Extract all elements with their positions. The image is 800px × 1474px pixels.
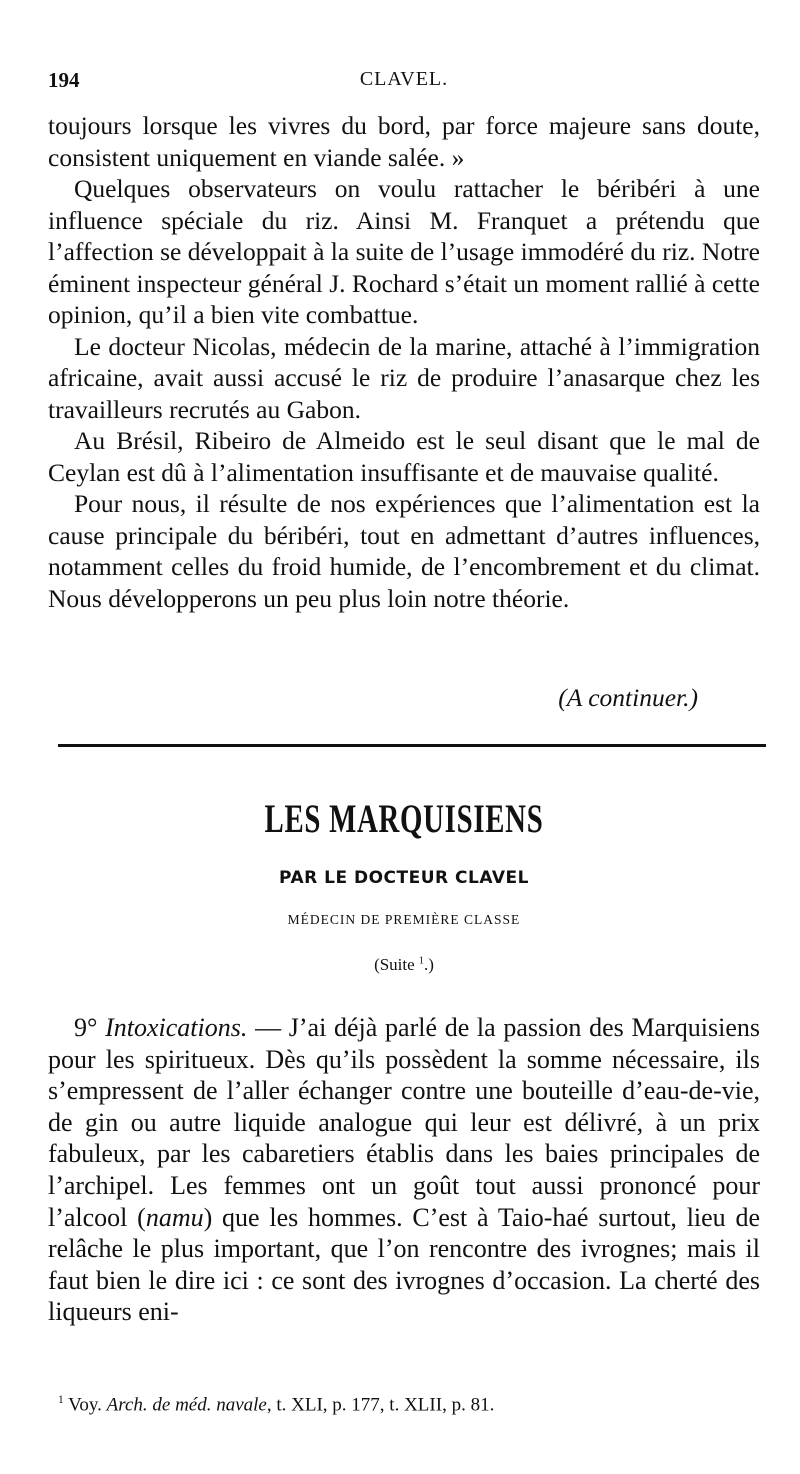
italic-term: namu	[145, 1202, 204, 1232]
footnote-mark: 1	[58, 1394, 64, 1406]
page-header	[48, 68, 760, 98]
paragraph: toujours lorsque les vivres du bord, par force majeure sans doute, consistent uniquement en viande salée. »	[48, 111, 760, 172]
paragraph: Pour nous, il résulte de nos expériences que l’alimentation est la cause principale du béribéri, tout en admettant d’autres influences, notamment celles du froid humide, de l’encombrement et du climat. Nous développerons un peu plus loin notre théorie.	[48, 489, 760, 613]
author-title: MÉDECIN DE PREMIÈRE CLASSE	[287, 912, 521, 927]
page-number: 194	[48, 68, 80, 92]
section-divider	[58, 744, 766, 747]
book-page	[48, 0, 760, 1474]
footnote: $^1$ Voy. Arch. de méd. navale, t. XLI, p. 177, t. XLII, p. 81.	[58, 1394, 495, 1416]
paragraph: Au Brésil, Ribeiro de Almeido est le seul disant que le mal de Ceylan est dû à l’alimentation insuffisante et de mauvaise qualité.	[48, 426, 760, 487]
journal-name: Arch. de méd. navale	[106, 1394, 267, 1416]
footnote-ref: 1	[418, 955, 425, 967]
paragraph: Quelques observateurs on voulu rattacher le béribéri à une influence spéciale du riz. Ainsi M. Franquet a prétendu que l’affection se développait à la suite de l’usage immodéré du riz. Notre éminent inspecteur général J. Rochard s’était un moment rallié à cette opinion, qu’il a bien vite combattue.	[48, 174, 760, 329]
paragraph: 9° Intoxications. — J’ai déjà parlé de la passion des Marquisiens pour les spiritueux. Dès qu’ils possèdent la somme nécessaire, ils s’empressent de l’aller échanger contre une bouteille d’eau-de-vie, de gin ou autre liquide analogue qui leur est délivré, à un prix fabuleux, par les cabaretiers établis dans les baies principales de l’archipel. Les femmes ont un goût tout aussi prononcé pour l’alcool (namu) que les hommes. C’est à Taio-haé surtout, lieu de relâche le plus important, que l’on rencontre des ivrognes; mais il faut bien le dire ici : ce sont des ivrognes d’occasion. La cherté des liqueurs eni-	[48, 1013, 760, 1327]
section-heading: Intoxications.	[105, 1013, 248, 1042]
continuation-note: (A continuer.)	[558, 683, 698, 712]
article-body	[48, 1012, 760, 1328]
article-title: LES MARQUISIENS	[264, 796, 544, 841]
running-head: CLAVEL.	[359, 68, 449, 90]
article-byline: PAR LE DOCTEUR CLAVEL	[279, 868, 529, 888]
previous-article-text	[48, 110, 760, 614]
section-number: 9°	[74, 1013, 98, 1042]
suite-note: (Suite $^1$.)	[374, 955, 434, 974]
paragraph: Le docteur Nicolas, médecin de la marine, attaché à l’immigration africaine, avait aussi accusé le riz de produire l’anasarque chez les travailleurs recrutés au Gabon.	[48, 331, 760, 424]
